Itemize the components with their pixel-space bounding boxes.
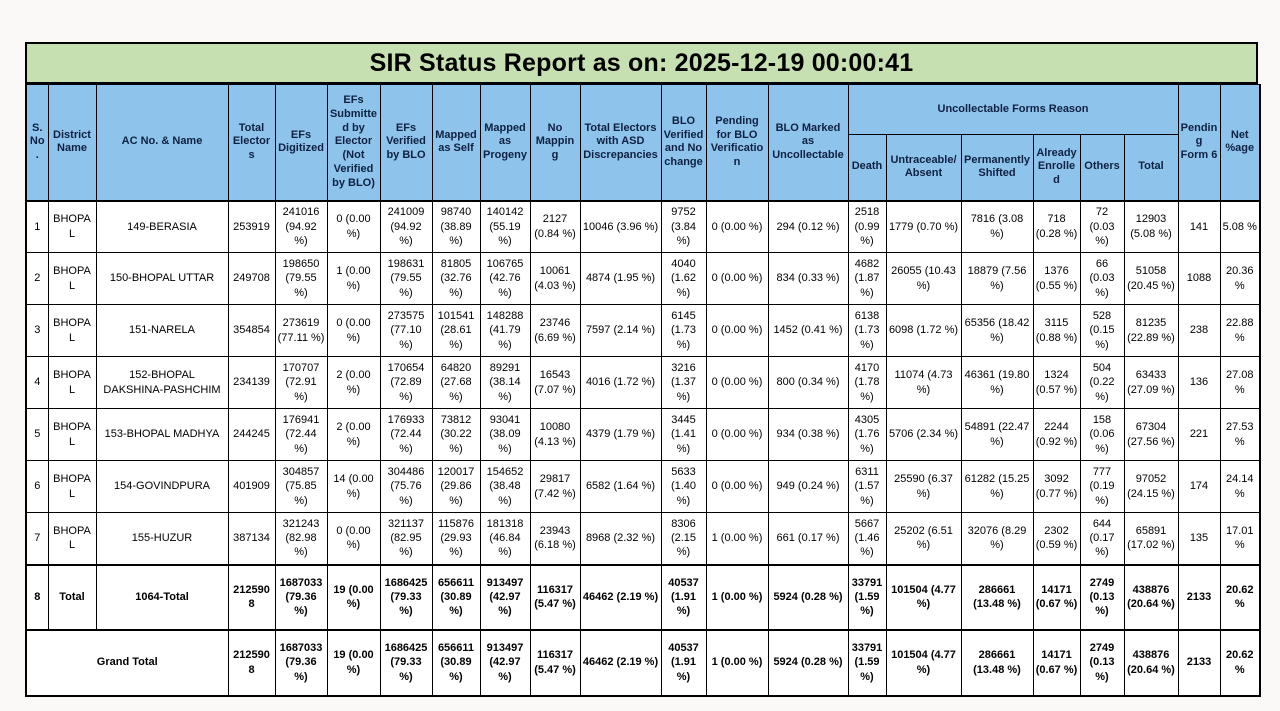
- cell-r3-c14: 1452 (0.41 %): [768, 305, 848, 357]
- cell-r3-c21: 238: [1178, 305, 1220, 357]
- header-cell-efs-verified-by-blo: EFs Verified by BLO: [380, 85, 432, 201]
- cell-r6-c4: 401909: [228, 461, 275, 513]
- cell-r1-c16: 1779 (0.70 %): [886, 201, 961, 253]
- cell-r4-c14: 800 (0.34 %): [768, 357, 848, 409]
- cell-r6-c7: 304486 (75.76 %): [380, 461, 432, 513]
- header-cell-ac-no-name: AC No. & Name: [96, 85, 228, 201]
- cell-r5-c10: 10080 (4.13 %): [530, 409, 580, 461]
- cell-r7-c12: 8306 (2.15 %): [661, 513, 706, 565]
- cell-r8-c6: 19 (0.00 %): [327, 565, 380, 630]
- cell-r2-c22: 20.36 %: [1220, 253, 1260, 305]
- grand-total-cell-c4: 2125908: [228, 630, 275, 696]
- cell-r2-c11: 4874 (1.95 %): [580, 253, 661, 305]
- cell-r3-c22: 22.88 %: [1220, 305, 1260, 357]
- grand-total-cell-c6: 19 (0.00 %): [327, 630, 380, 696]
- grand-total-cell-c9: 913497 (42.97 %): [480, 630, 530, 696]
- cell-r1-c9: 140142 (55.19 %): [480, 201, 530, 253]
- table-row-8: [26, 565, 1260, 630]
- cell-r6-c12: 5633 (1.40 %): [661, 461, 706, 513]
- cell-r7-c8: 115876 (29.93 %): [432, 513, 480, 565]
- cell-r8-c16: 101504 (4.77 %): [886, 565, 961, 630]
- cell-r4-c2: BHOPAL: [48, 357, 96, 409]
- header-subcell-already-enrolled: Already Enrolled: [1033, 135, 1080, 201]
- table-header: [26, 85, 1260, 201]
- cell-r8-c8: 656611 (30.89 %): [432, 565, 480, 630]
- cell-r5-c9: 93041 (38.09 %): [480, 409, 530, 461]
- cell-r5-c12: 3445 (1.41 %): [661, 409, 706, 461]
- cell-r2-c8: 81805 (32.76 %): [432, 253, 480, 305]
- cell-r7-c19: 644 (0.17 %): [1080, 513, 1124, 565]
- header-group-uncollectable-forms-reason: Uncollectable Forms Reason: [848, 85, 1178, 135]
- grand-total-cell-c18: 14171 (0.67 %): [1033, 630, 1080, 696]
- cell-r2-c2: BHOPAL: [48, 253, 96, 305]
- cell-r3-c10: 23746 (6.69 %): [530, 305, 580, 357]
- grand-total-cell-c13: 1 (0.00 %): [706, 630, 768, 696]
- cell-r4-c1: 4: [26, 357, 48, 409]
- cell-r3-c17: 65356 (18.42 %): [961, 305, 1033, 357]
- cell-r4-c4: 234139: [228, 357, 275, 409]
- cell-r4-c13: 0 (0.00 %): [706, 357, 768, 409]
- cell-r8-c12: 40537 (1.91 %): [661, 565, 706, 630]
- cell-r3-c15: 6138 (1.73 %): [848, 305, 886, 357]
- cell-r2-c4: 249708: [228, 253, 275, 305]
- grand-total-cell-c14: 5924 (0.28 %): [768, 630, 848, 696]
- cell-r3-c1: 3: [26, 305, 48, 357]
- cell-r8-c10: 116317 (5.47 %): [530, 565, 580, 630]
- cell-r6-c18: 3092 (0.77 %): [1033, 461, 1080, 513]
- cell-r8-c21: 2133: [1178, 565, 1220, 630]
- header-cell-efs-digitized: EFs Digitized: [275, 85, 327, 201]
- cell-r4-c3: 152-BHOPAL DAKSHINA-PASHCHIM: [96, 357, 228, 409]
- sir-status-report: [25, 42, 1258, 697]
- cell-r7-c5: 321243 (82.98 %): [275, 513, 327, 565]
- cell-r7-c22: 17.01 %: [1220, 513, 1260, 565]
- cell-r1-c7: 241009 (94.92 %): [380, 201, 432, 253]
- header-subcell-untraceable-absent: Untraceable/ Absent: [886, 135, 961, 201]
- cell-r2-c21: 1088: [1178, 253, 1220, 305]
- cell-r5-c4: 244245: [228, 409, 275, 461]
- grand-total-cell-c8: 656611 (30.89 %): [432, 630, 480, 696]
- cell-r7-c11: 8968 (2.32 %): [580, 513, 661, 565]
- grand-total-cell-c22: 20.62 %: [1220, 630, 1260, 696]
- cell-r2-c12: 4040 (1.62 %): [661, 253, 706, 305]
- cell-r4-c22: 27.08 %: [1220, 357, 1260, 409]
- cell-r3-c5: 273619 (77.11 %): [275, 305, 327, 357]
- grand-total-cell-c5: 1687033 (79.36 %): [275, 630, 327, 696]
- cell-r8-c3: 1064-Total: [96, 565, 228, 630]
- cell-r5-c17: 54891 (22.47 %): [961, 409, 1033, 461]
- cell-r7-c13: 1 (0.00 %): [706, 513, 768, 565]
- cell-r3-c7: 273575 (77.10 %): [380, 305, 432, 357]
- cell-r1-c21: 141: [1178, 201, 1220, 253]
- header-cell-efs-submitted-by-elector-not-verified-by-blo: EFs Submitted by Elector (Not Verified by BLO): [327, 85, 380, 201]
- cell-r7-c2: BHOPAL: [48, 513, 96, 565]
- cell-r1-c18: 718 (0.28 %): [1033, 201, 1080, 253]
- cell-r4-c5: 170707 (72.91 %): [275, 357, 327, 409]
- cell-r5-c5: 176941 (72.44 %): [275, 409, 327, 461]
- cell-r3-c12: 6145 (1.73 %): [661, 305, 706, 357]
- cell-r1-c19: 72 (0.03 %): [1080, 201, 1124, 253]
- cell-r4-c7: 170654 (72.89 %): [380, 357, 432, 409]
- cell-r5-c6: 2 (0.00 %): [327, 409, 380, 461]
- cell-r2-c17: 18879 (7.56 %): [961, 253, 1033, 305]
- cell-r2-c5: 198650 (79.55 %): [275, 253, 327, 305]
- cell-r8-c9: 913497 (42.97 %): [480, 565, 530, 630]
- cell-r5-c8: 73812 (30.22 %): [432, 409, 480, 461]
- cell-r6-c11: 6582 (1.64 %): [580, 461, 661, 513]
- cell-r4-c16: 11074 (4.73 %): [886, 357, 961, 409]
- cell-r4-c10: 16543 (7.07 %): [530, 357, 580, 409]
- cell-r6-c14: 949 (0.24 %): [768, 461, 848, 513]
- cell-r1-c10: 2127 (0.84 %): [530, 201, 580, 253]
- grand-total-cell-c17: 286661 (13.48 %): [961, 630, 1033, 696]
- cell-r7-c9: 181318 (46.84 %): [480, 513, 530, 565]
- grand-total-cell-c7: 1686425 (79.33 %): [380, 630, 432, 696]
- grand-total-cell-c21: 2133: [1178, 630, 1220, 696]
- table-row-1: [26, 201, 1260, 253]
- cell-r7-c20: 65891 (17.02 %): [1124, 513, 1178, 565]
- cell-r6-c13: 0 (0.00 %): [706, 461, 768, 513]
- header-subcell-death: Death: [848, 135, 886, 201]
- cell-r1-c3: 149-BERASIA: [96, 201, 228, 253]
- cell-r7-c6: 0 (0.00 %): [327, 513, 380, 565]
- cell-r2-c1: 2: [26, 253, 48, 305]
- cell-r4-c12: 3216 (1.37 %): [661, 357, 706, 409]
- cell-r8-c19: 2749 (0.13 %): [1080, 565, 1124, 630]
- cell-r1-c4: 253919: [228, 201, 275, 253]
- table-row-4: [26, 357, 1260, 409]
- cell-r2-c3: 150-BHOPAL UTTAR: [96, 253, 228, 305]
- header-cell-net-age: Net %age: [1220, 85, 1260, 201]
- cell-r1-c2: BHOPAL: [48, 201, 96, 253]
- grand-total-cell-c10: 116317 (5.47 %): [530, 630, 580, 696]
- cell-r1-c20: 12903 (5.08 %): [1124, 201, 1178, 253]
- grand-total-cell-c11: 46462 (2.19 %): [580, 630, 661, 696]
- cell-r1-c17: 7816 (3.08 %): [961, 201, 1033, 253]
- cell-r8-c1: 8: [26, 565, 48, 630]
- cell-r7-c10: 23943 (6.18 %): [530, 513, 580, 565]
- cell-r7-c15: 5667 (1.46 %): [848, 513, 886, 565]
- cell-r1-c5: 241016 (94.92 %): [275, 201, 327, 253]
- cell-r2-c19: 66 (0.03 %): [1080, 253, 1124, 305]
- header-cell-total-electors: Total Electors: [228, 85, 275, 201]
- cell-r8-c7: 1686425 (79.33 %): [380, 565, 432, 630]
- cell-r5-c1: 5: [26, 409, 48, 461]
- cell-r8-c20: 438876 (20.64 %): [1124, 565, 1178, 630]
- header-row-1: [26, 85, 1260, 135]
- table-row-5: [26, 409, 1260, 461]
- cell-r6-c19: 777 (0.19 %): [1080, 461, 1124, 513]
- cell-r5-c15: 4305 (1.76 %): [848, 409, 886, 461]
- grand-total-cell-c12: 40537 (1.91 %): [661, 630, 706, 696]
- cell-r1-c1: 1: [26, 201, 48, 253]
- cell-r2-c7: 198631 (79.55 %): [380, 253, 432, 305]
- header-cell-pending-form-6: Pending Form 6: [1178, 85, 1220, 201]
- cell-r3-c2: BHOPAL: [48, 305, 96, 357]
- cell-r8-c4: 2125908: [228, 565, 275, 630]
- cell-r2-c9: 106765 (42.76 %): [480, 253, 530, 305]
- cell-r7-c18: 2302 (0.59 %): [1033, 513, 1080, 565]
- table-body: [26, 201, 1260, 696]
- cell-r4-c20: 63433 (27.09 %): [1124, 357, 1178, 409]
- header-cell-blo-marked-as-uncollectable: BLO Marked as Uncollectable: [768, 85, 848, 201]
- header-cell-total-electors-with-asd-discrepancies: Total Electors with ASD Discrepancies: [580, 85, 661, 201]
- cell-r6-c3: 154-GOVINDPURA: [96, 461, 228, 513]
- cell-r4-c9: 89291 (38.14 %): [480, 357, 530, 409]
- cell-r6-c20: 97052 (24.15 %): [1124, 461, 1178, 513]
- cell-r7-c21: 135: [1178, 513, 1220, 565]
- grand-total-row: [26, 630, 1260, 696]
- header-cell-mapped-as-self: Mapped as Self: [432, 85, 480, 201]
- cell-r4-c6: 2 (0.00 %): [327, 357, 380, 409]
- cell-r6-c5: 304857 (75.85 %): [275, 461, 327, 513]
- table-row-2: [26, 253, 1260, 305]
- cell-r3-c9: 148288 (41.79 %): [480, 305, 530, 357]
- cell-r5-c11: 4379 (1.79 %): [580, 409, 661, 461]
- cell-r3-c20: 81235 (22.89 %): [1124, 305, 1178, 357]
- cell-r7-c1: 7: [26, 513, 48, 565]
- header-cell-blo-verified-and-no-change: BLO Verified and No change: [661, 85, 706, 201]
- cell-r4-c15: 4170 (1.78 %): [848, 357, 886, 409]
- cell-r1-c6: 0 (0.00 %): [327, 201, 380, 253]
- cell-r8-c5: 1687033 (79.36 %): [275, 565, 327, 630]
- cell-r7-c16: 25202 (6.51 %): [886, 513, 961, 565]
- cell-r1-c11: 10046 (3.96 %): [580, 201, 661, 253]
- cell-r3-c8: 101541 (28.61 %): [432, 305, 480, 357]
- cell-r8-c17: 286661 (13.48 %): [961, 565, 1033, 630]
- cell-r2-c20: 51058 (20.45 %): [1124, 253, 1178, 305]
- grand-total-cell-c16: 101504 (4.77 %): [886, 630, 961, 696]
- cell-r5-c22: 27.53 %: [1220, 409, 1260, 461]
- cell-r3-c11: 7597 (2.14 %): [580, 305, 661, 357]
- header-subcell-total: Total: [1124, 135, 1178, 201]
- cell-r8-c22: 20.62 %: [1220, 565, 1260, 630]
- cell-r8-c11: 46462 (2.19 %): [580, 565, 661, 630]
- sir-status-table: [25, 84, 1261, 697]
- cell-r7-c4: 387134: [228, 513, 275, 565]
- cell-r4-c11: 4016 (1.72 %): [580, 357, 661, 409]
- cell-r1-c22: 5.08 %: [1220, 201, 1260, 253]
- cell-r8-c18: 14171 (0.67 %): [1033, 565, 1080, 630]
- cell-r6-c8: 120017 (29.86 %): [432, 461, 480, 513]
- cell-r3-c18: 3115 (0.88 %): [1033, 305, 1080, 357]
- cell-r4-c8: 64820 (27.68 %): [432, 357, 480, 409]
- cell-r3-c6: 0 (0.00 %): [327, 305, 380, 357]
- cell-r2-c10: 10061 (4.03 %): [530, 253, 580, 305]
- cell-r6-c21: 174: [1178, 461, 1220, 513]
- header-cell-district-name: District Name: [48, 85, 96, 201]
- grand-total-cell-c15: 33791 (1.59 %): [848, 630, 886, 696]
- cell-r4-c18: 1324 (0.57 %): [1033, 357, 1080, 409]
- cell-r4-c21: 136: [1178, 357, 1220, 409]
- cell-r5-c18: 2244 (0.92 %): [1033, 409, 1080, 461]
- cell-r1-c12: 9752 (3.84 %): [661, 201, 706, 253]
- cell-r6-c1: 6: [26, 461, 48, 513]
- grand-total-cell-c20: 438876 (20.64 %): [1124, 630, 1178, 696]
- header-cell-pending-for-blo-verification: Pending for BLO Verification: [706, 85, 768, 201]
- cell-r3-c13: 0 (0.00 %): [706, 305, 768, 357]
- cell-r8-c14: 5924 (0.28 %): [768, 565, 848, 630]
- cell-r2-c13: 0 (0.00 %): [706, 253, 768, 305]
- cell-r8-c15: 33791 (1.59 %): [848, 565, 886, 630]
- cell-r6-c22: 24.14 %: [1220, 461, 1260, 513]
- header-cell-mapped-as-progeny: Mapped as Progeny: [480, 85, 530, 201]
- cell-r1-c15: 2518 (0.99 %): [848, 201, 886, 253]
- cell-r5-c21: 221: [1178, 409, 1220, 461]
- cell-r1-c13: 0 (0.00 %): [706, 201, 768, 253]
- table-row-3: [26, 305, 1260, 357]
- cell-r6-c10: 29817 (7.42 %): [530, 461, 580, 513]
- cell-r5-c7: 176933 (72.44 %): [380, 409, 432, 461]
- table-row-6: [26, 461, 1260, 513]
- cell-r5-c19: 158 (0.06 %): [1080, 409, 1124, 461]
- cell-r4-c19: 504 (0.22 %): [1080, 357, 1124, 409]
- cell-r6-c17: 61282 (15.25 %): [961, 461, 1033, 513]
- cell-r6-c15: 6311 (1.57 %): [848, 461, 886, 513]
- header-subcell-permanently-shifted: Permanently Shifted: [961, 135, 1033, 201]
- cell-r7-c7: 321137 (82.95 %): [380, 513, 432, 565]
- cell-r5-c14: 934 (0.38 %): [768, 409, 848, 461]
- report-title: SIR Status Report as on: 2025-12-19 00:00:41: [25, 42, 1258, 84]
- cell-r6-c6: 14 (0.00 %): [327, 461, 380, 513]
- cell-r2-c14: 834 (0.33 %): [768, 253, 848, 305]
- cell-r3-c19: 528 (0.15 %): [1080, 305, 1124, 357]
- grand-total-cell-c19: 2749 (0.13 %): [1080, 630, 1124, 696]
- cell-r2-c15: 4682 (1.87 %): [848, 253, 886, 305]
- cell-r2-c16: 26055 (10.43 %): [886, 253, 961, 305]
- cell-r2-c18: 1376 (0.55 %): [1033, 253, 1080, 305]
- cell-r1-c8: 98740 (38.89 %): [432, 201, 480, 253]
- cell-r6-c9: 154652 (38.48 %): [480, 461, 530, 513]
- cell-r5-c16: 5706 (2.34 %): [886, 409, 961, 461]
- cell-r1-c14: 294 (0.12 %): [768, 201, 848, 253]
- table-row-7: [26, 513, 1260, 565]
- cell-r3-c4: 354854: [228, 305, 275, 357]
- cell-r6-c2: BHOPAL: [48, 461, 96, 513]
- cell-r3-c3: 151-NARELA: [96, 305, 228, 357]
- cell-r7-c3: 155-HUZUR: [96, 513, 228, 565]
- header-cell-no-mapping: No Mapping: [530, 85, 580, 201]
- cell-r7-c14: 661 (0.17 %): [768, 513, 848, 565]
- cell-r7-c17: 32076 (8.29 %): [961, 513, 1033, 565]
- cell-r5-c13: 0 (0.00 %): [706, 409, 768, 461]
- cell-r5-c20: 67304 (27.56 %): [1124, 409, 1178, 461]
- cell-r4-c17: 46361 (19.80 %): [961, 357, 1033, 409]
- cell-r8-c13: 1 (0.00 %): [706, 565, 768, 630]
- header-subcell-others: Others: [1080, 135, 1124, 201]
- cell-r6-c16: 25590 (6.37 %): [886, 461, 961, 513]
- cell-r5-c2: BHOPAL: [48, 409, 96, 461]
- cell-r8-c2: Total: [48, 565, 96, 630]
- cell-r3-c16: 6098 (1.72 %): [886, 305, 961, 357]
- cell-r5-c3: 153-BHOPAL MADHYA: [96, 409, 228, 461]
- cell-r2-c6: 1 (0.00 %): [327, 253, 380, 305]
- header-cell-s-no: S. No.: [26, 85, 48, 201]
- grand-total-label: Grand Total: [26, 630, 228, 696]
